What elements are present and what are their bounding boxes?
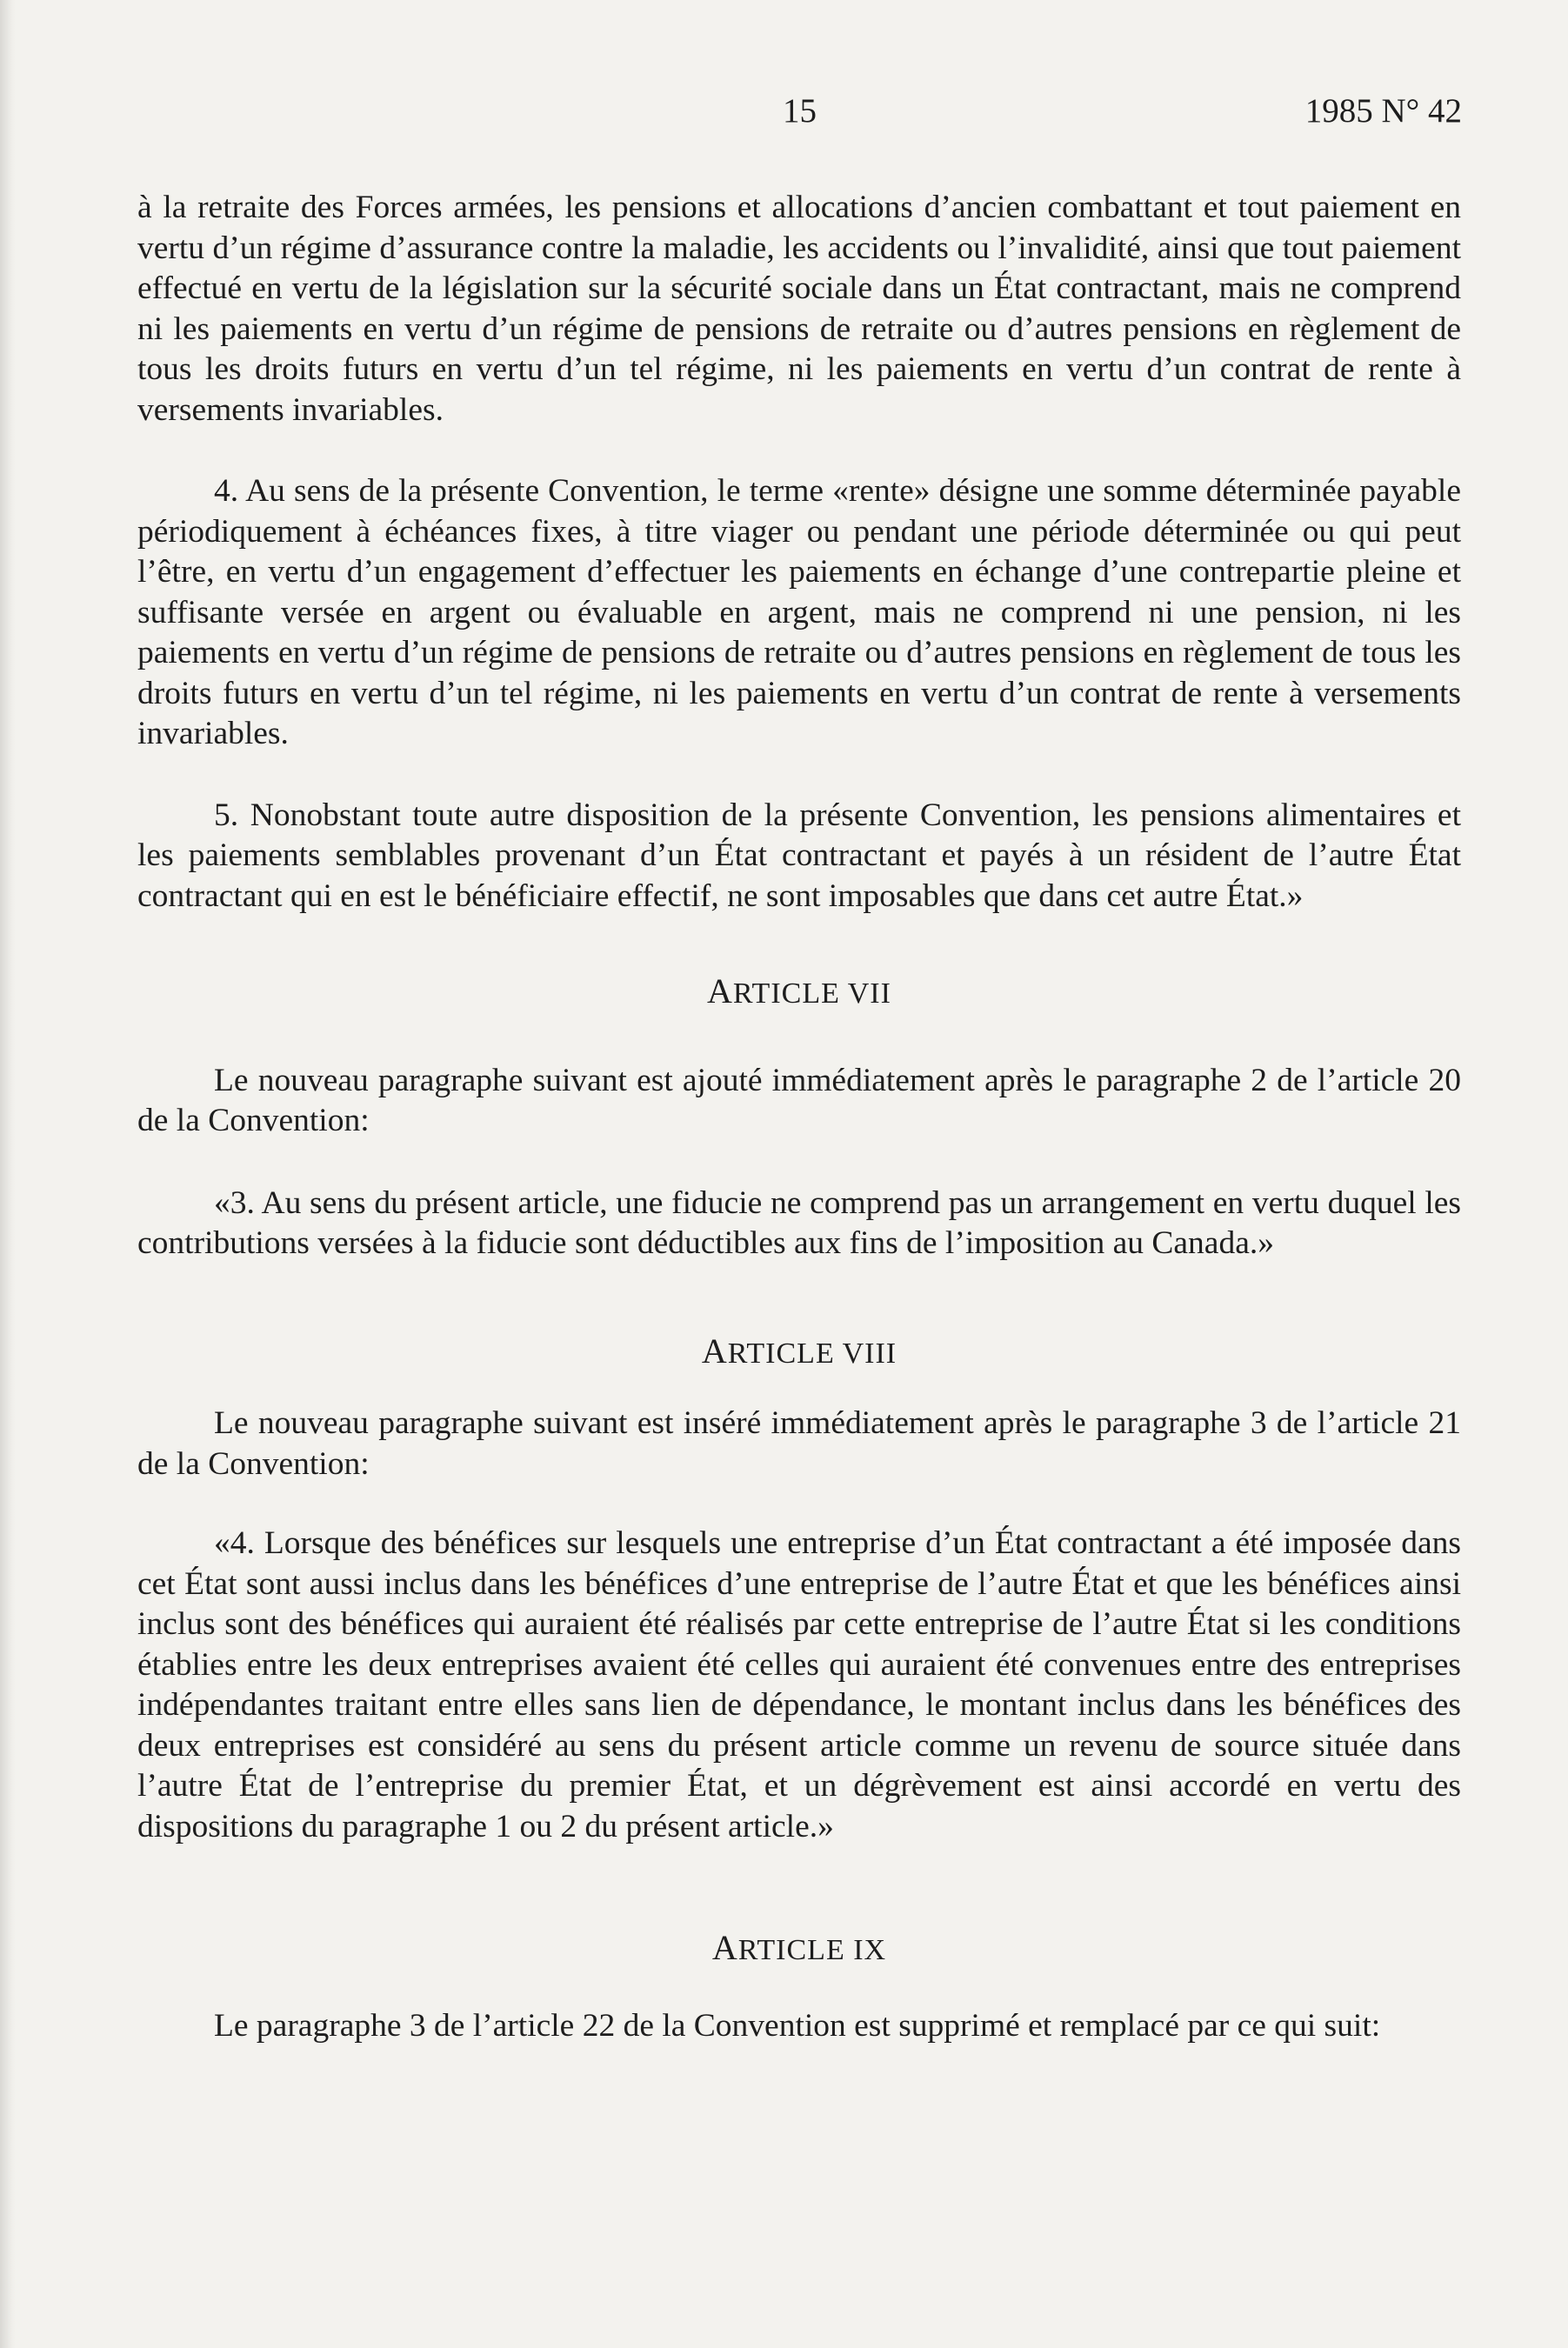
article-ix-heading [137, 1928, 1461, 1971]
article-ix-heading-initial: A [711, 1928, 738, 1967]
article-vii-heading-initial: A [707, 971, 733, 1011]
article-viii-heading-rest: RTICLE VIII [727, 1337, 897, 1370]
article-vii-heading [137, 971, 1461, 1015]
page-edge-shadow [0, 0, 16, 2348]
article-vii-intro: Le nouveau paragraphe suivant est ajouté immédiatement après le paragraphe 2 de l’article 20 de la Convention: [137, 1062, 1461, 1138]
paragraph-4: 4. Au sens de la présente Convention, le terme «rente» désigne une somme déterminée payable périodiquement à échéances fixes, à titre viager ou pendant une période déterminée ou qui peut l’être, en vertu d’un engagement d’effectuer les paiements en échange d’une contrepartie pleine et suffisante versée en argent ou évaluable en argent, mais ne comprend ni une pension, ni les paiements en vertu d’un régime de pensions de retraite ou d’autres pensions en règlement de tous les droits futurs en vertu d’un tel régime, ni les paiements en vertu d’un contrat de rente à versements invariables. [137, 473, 1461, 751]
page-header [0, 91, 1568, 143]
article-vii-text: «3. Au sens du présent article, une fiducie ne comprend pas un arrangement en vertu duquel les contributions versées à la fiducie sont déductibles aux fins de l’imposition au Canada.» [137, 1184, 1461, 1261]
publication-reference: 1985 N° 42 [1304, 92, 1462, 130]
article-viii-intro: Le nouveau paragraphe suivant est inséré immédiatement après le paragraphe 3 de l’article 21 de la Convention: [137, 1405, 1461, 1482]
article-ix-intro: Le paragraphe 3 de l’article 22 de la Convention est supprimé et remplacé par ce qui suit: [214, 2007, 1381, 2044]
page-number: 15 [783, 92, 817, 130]
article-viii-text: «4. Lorsque des bénéfices sur lesquels une entreprise d’un État contractant a été imposée dans cet État sont aussi inclus dans les bénéfices d’une entreprise de l’autre État et que les bénéfices ainsi inclus sont des bénéfices qui auraient été réalisés par cette entreprise de l’autre État si les conditions établies entre les deux entreprises avaient été celles qui auraient été convenues entre des entreprises indépendantes traitant entre elles sans lien de dépendance, le montant inclus dans les bénéfices des deux entreprises est considéré au sens du présent article comme un revenu de source située dans l’autre État de l’entreprise du premier État, et un dégrèvement est ainsi accordé en vertu des dispositions du paragraphe 1 ou 2 du présent article.» [137, 1525, 1461, 1844]
article-viii-heading [137, 1331, 1461, 1375]
article-vii-heading-rest: RTICLE VII [732, 977, 891, 1010]
paragraph-5: 5. Nonobstant toute autre disposition de la présente Convention, les pensions alimentaires et les paiements semblables provenant d’un État contractant et payés à un résident de l’autre État contractant qui en est le bénéficiaire effectif, ne sont imposables que dans cet autre État.» [137, 797, 1461, 914]
article-ix-heading-rest: RTICLE IX [737, 1934, 887, 1966]
article-viii-heading-initial: A [701, 1331, 728, 1371]
page-body [137, 188, 1461, 2046]
paragraph-continuation: à la retraite des Forces armées, les pensions et allocations d’ancien combattant et tout paiement en vertu d’un régime d’assurance contre la maladie, les accidents ou l’invalidité, ainsi que tout paiement effectué en vertu de la législation sur la sécurité sociale dans un État contractant, mais ne comprend ni les paiements en vertu d’un régime de pensions de retraite ou d’autres pensions en règlement de tous les droits futurs en vertu d’un tel régime, ni les paiements en vertu d’un contrat de rente à versements invariables. [137, 190, 1461, 428]
